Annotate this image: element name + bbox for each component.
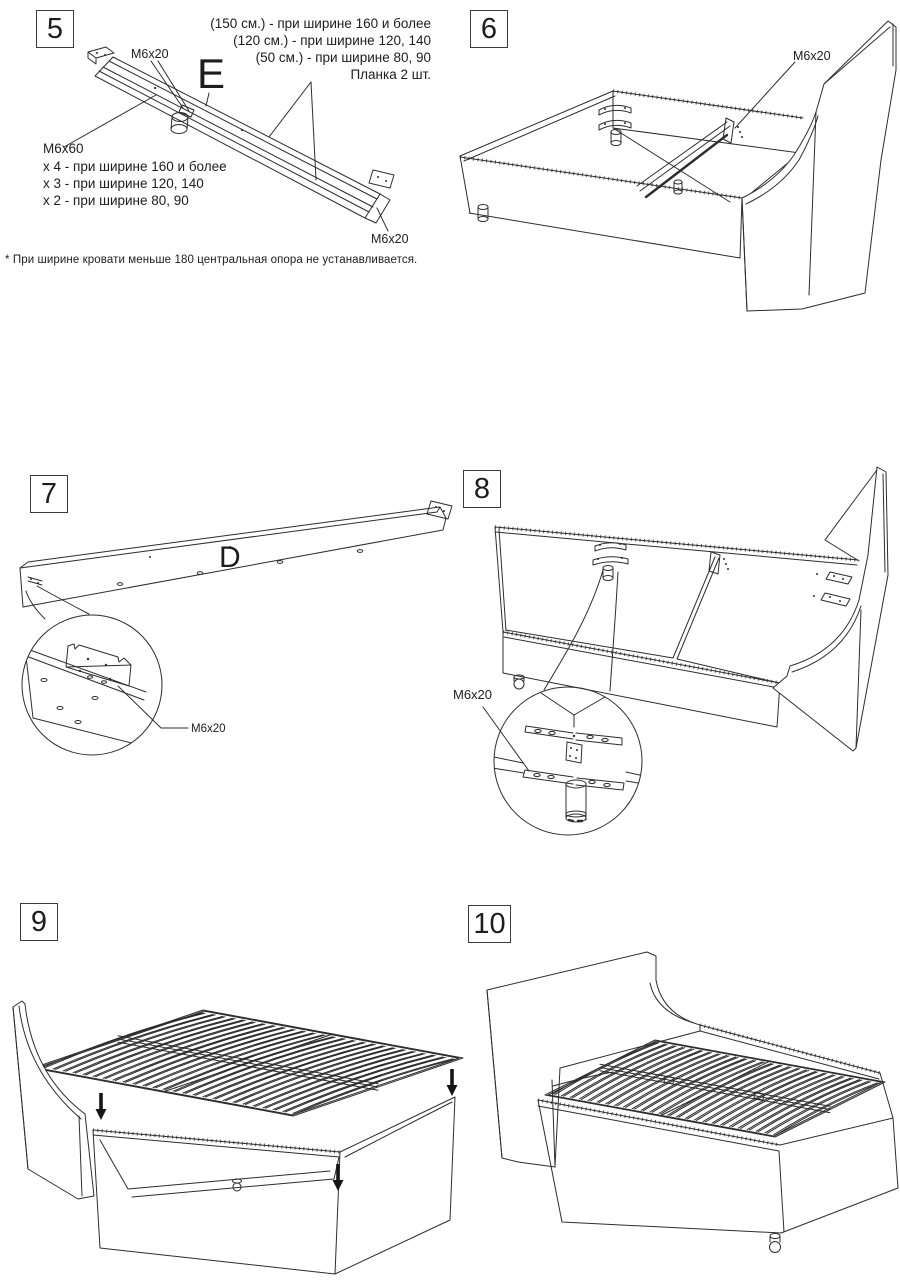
step-10-number-box: [468, 905, 511, 943]
storage-box-drawing: [483, 467, 888, 835]
center-divider: [506, 552, 779, 683]
footnote: * При ширине кровати меньше 180 центральная опора не устанавливается.: [5, 254, 418, 266]
step-5-number-box: [36, 10, 74, 48]
leader-line: [735, 62, 795, 128]
screw-label-top: M6x20: [131, 47, 169, 61]
step-6-figure: [450, 0, 900, 320]
bracket-detail: [26, 644, 151, 748]
step-6-number-box: [470, 10, 508, 48]
step-9-figure: [0, 890, 470, 1280]
step-8-figure: [440, 460, 900, 870]
storage-box: [93, 1097, 455, 1274]
headboard: [13, 1001, 94, 1199]
part-letter-d: D: [219, 541, 241, 574]
plank-option-3: (50 см.) - при ширине 80, 90: [255, 50, 431, 65]
leader-line: [118, 686, 188, 728]
step-9-number-box: [20, 903, 58, 941]
step-8-number-box: [463, 470, 501, 508]
step-10-number: 10: [473, 907, 506, 940]
leader-line: [483, 707, 529, 771]
magnifier-funnel: [26, 586, 89, 619]
plank-qty-label: Планка 2 шт.: [350, 67, 431, 82]
plank-option-2: (120 см.) - при ширине 120, 140: [233, 33, 431, 48]
bolt-label: M6x60: [43, 141, 84, 156]
part-letter-e: E: [197, 50, 226, 97]
magnifier-circle: [22, 615, 162, 755]
headboard: [742, 21, 896, 311]
step-7-number: 7: [40, 477, 58, 510]
step-9-number: 9: [30, 905, 48, 938]
headboard-brackets: [821, 572, 852, 606]
down-arrow: [96, 1093, 107, 1120]
plank-d-drawing: [20, 501, 452, 755]
bolt-qty-3: х 2 - при ширине 80, 90: [43, 193, 189, 208]
rail-right-bracket: [369, 170, 394, 188]
step-5-number: 5: [46, 12, 64, 45]
step-6-number: 6: [480, 12, 498, 45]
front-left-leg: [478, 205, 488, 222]
step-10-figure: [450, 890, 900, 1280]
central-leg-detail: [492, 693, 644, 822]
magnifier-funnel: [544, 570, 618, 691]
step-7-number-box: [30, 475, 68, 513]
corner-brackets: [593, 543, 628, 581]
front-leg: [770, 1234, 781, 1253]
screw-label-bottom: M6x20: [371, 232, 409, 246]
step-7-figure: [0, 460, 460, 805]
screw-label: M6x20: [793, 49, 831, 63]
bed-frame-drawing: [460, 21, 896, 311]
bolt-qty-2: х 3 - при ширине 120, 140: [43, 176, 204, 191]
magnifier-circle: [494, 687, 642, 835]
bolt-qty-1: х 4 - при ширине 160 и более: [43, 159, 227, 174]
screw-label: M6x20: [191, 723, 226, 735]
plank-option-1: (150 см.) - при ширине 160 и более: [210, 16, 431, 31]
screw-label: M6x20: [453, 687, 493, 702]
slat-base: [33, 1010, 463, 1116]
step-8-number: 8: [473, 472, 491, 505]
corner-brackets: [599, 105, 631, 145]
headboard: [773, 467, 888, 751]
